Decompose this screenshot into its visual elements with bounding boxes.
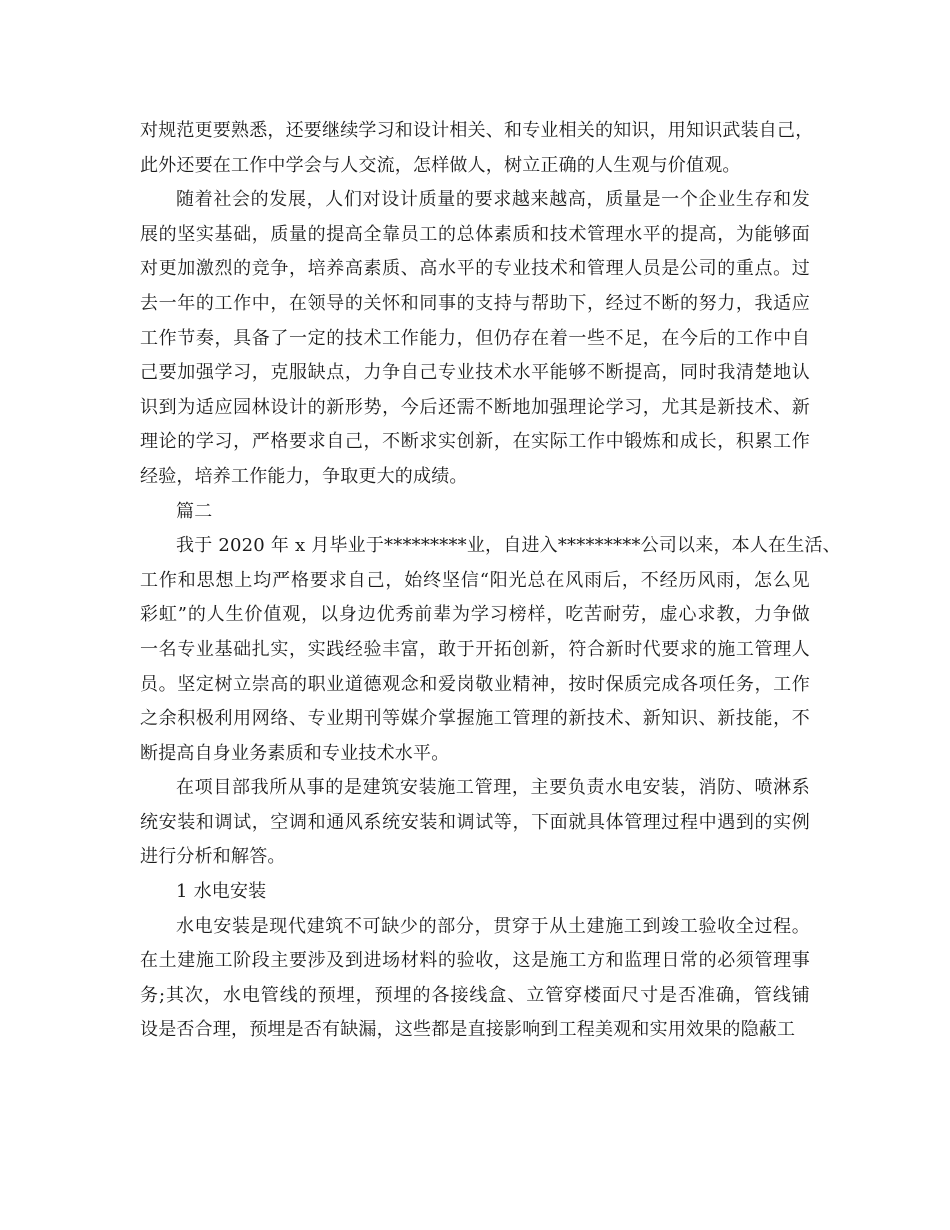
paragraph [140, 771, 810, 875]
text-line: 工作和思想上均严格要求自己，始终坚信“阳光总在风雨后，不经历风雨，怎么见 [140, 569, 810, 591]
text-line: 水电安装是现代建筑不可缺少的部分，贯穿于从土建施工到竣工验收全过程。 [176, 915, 810, 937]
text-line: 经验，培养工作能力，争取更大的成绩。 [140, 465, 468, 487]
paragraph [140, 495, 810, 530]
text-line: 工作节奏，具备了一定的技术工作能力，但仍存在着一些不足，在今后的工作中自 [140, 327, 810, 349]
paragraph [140, 875, 810, 910]
paragraph [140, 529, 841, 771]
text-line: 在项目部我所从事的是建筑安装施工管理，主要负责水电安装，消防、喷淋系 [176, 777, 810, 799]
text-line: 理论的学习，严格要求自己，不断求实创新，在实际工作中锻炼和成长，积累工作 [140, 431, 810, 453]
text-line: 随着社会的发展，人们对设计质量的要求越来越高，质量是一个企业生存和发 [176, 189, 810, 211]
text-line: 设是否合理，预埋是否有缺漏，这些都是直接影响到工程美观和实用效果的隐蔽工 [140, 1019, 796, 1041]
text-line: 对规范更要熟悉，还要继续学习和设计相关、和专业相关的知识，用知识武装自己， [140, 120, 814, 141]
text-line: 识到为适应园林设计的新形势，今后还需不断地加强理论学习，尤其是新技术、新 [140, 396, 810, 418]
text-line: 展的坚实基础，质量的提高全靠员工的总体素质和技术管理水平的提高，为能够面 [140, 223, 810, 245]
text-line: 进行分析和解答。 [140, 846, 286, 868]
text-line: 1 水电安装 [176, 881, 267, 903]
document-body [140, 114, 841, 1048]
paragraph [140, 114, 814, 183]
text-line: 员。坚定树立崇高的职业道德观念和爱岗敬业精神，按时保质完成各项任务，工作 [140, 673, 810, 695]
text-line: 去一年的工作中，在领导的关怀和同事的支持与帮助下，经过不断的努力，我适应 [140, 292, 810, 314]
text-line: 彩虹”的人生价值观，以身边优秀前辈为学习榜样，吃苦耐劳，虚心求教，力争做 [140, 604, 810, 626]
text-line: 之余积极利用网络、专业期刊等媒介掌握施工管理的新技术、新知识、新技能，不 [140, 708, 810, 730]
text-line: 篇二 [176, 500, 213, 522]
text-line: 对更加激烈的竞争，培养高素质、高水平的专业技术和管理人员是公司的重点。过 [140, 258, 810, 280]
text-line: 务;其次，水电管线的预埋，预埋的各接线盒、立管穿楼面尺寸是否准确，管线铺 [140, 984, 810, 1006]
text-line: 我于 2020 年 x 月毕业于*********业，自进入*********公司以来，本人在生活、 [176, 535, 841, 557]
text-line: 此外还要在工作中学会与人交流，怎样做人，树立正确的人生观与价值观。 [140, 154, 741, 176]
text-line: 一名专业基础扎实，实践经验丰富，敢于开拓创新，符合新时代要求的施工管理人 [140, 638, 810, 660]
paragraph [140, 910, 810, 1048]
text-line: 断提高自身业务素质和专业技术水平。 [140, 742, 450, 764]
paragraph [140, 183, 810, 494]
text-line: 己要加强学习，克服缺点，力争自己专业技术水平能够不断提高，同时我清楚地认 [140, 362, 810, 384]
text-line: 统安装和调试，空调和通风系统安装和调试等，下面就具体管理过程中遇到的实例 [140, 811, 810, 833]
text-line: 在土建施工阶段主要涉及到进场材料的验收，这是施工方和监理日常的必须管理事 [140, 950, 810, 972]
